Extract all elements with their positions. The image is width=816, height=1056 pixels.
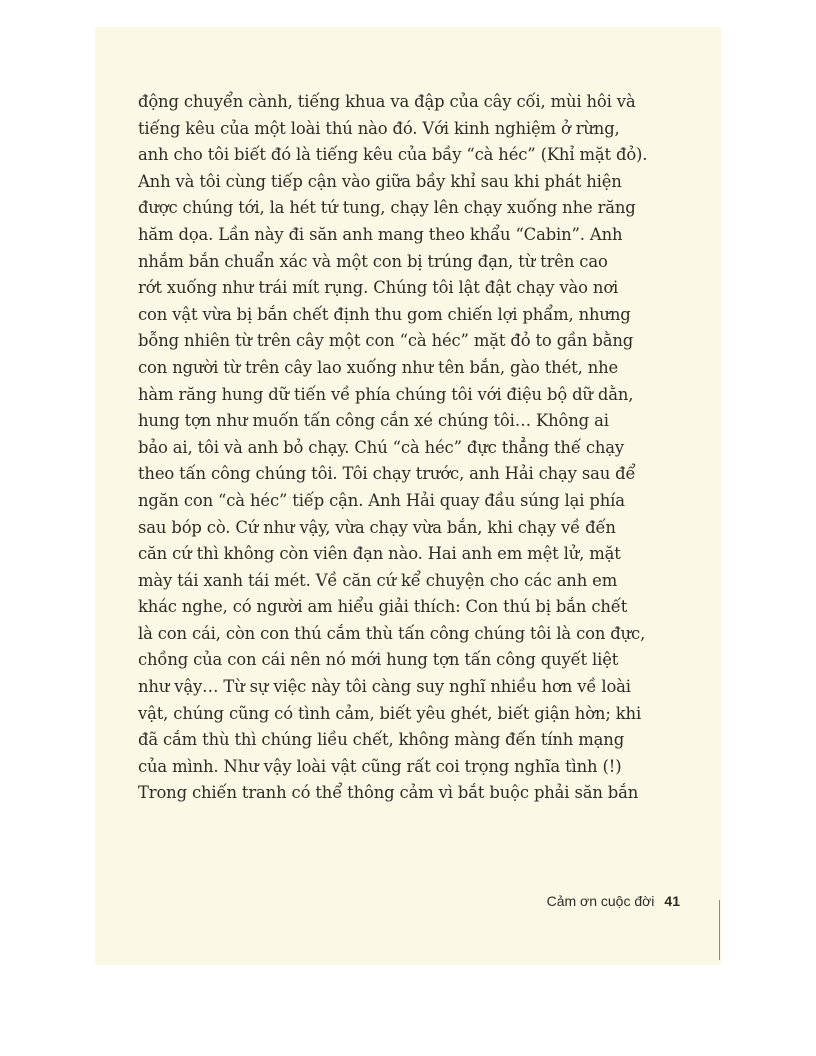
text-line: Anh và tôi cùng tiếp cận vào giữa bầy khỉ sau khi phát hiện bbox=[138, 171, 622, 191]
text-line: mày tái xanh tái mét. Về căn cứ kể chuyện cho các anh em bbox=[138, 570, 618, 590]
text-line: con vật vừa bị bắn chết định thu gom chiến lợi phẩm, nhưng bbox=[138, 304, 631, 324]
page-footer bbox=[520, 893, 680, 909]
text-line: đã cắm thù thì chúng liều chết, không màng đến tính mạng bbox=[138, 730, 625, 750]
text-line: bỗng nhiên từ trên cây một con “cà héc” mặt đỏ to gần bằng bbox=[138, 331, 634, 351]
text-line: chồng của con cái nên nó mới hung tợn tấn công quyết liệt bbox=[138, 650, 619, 670]
text-line: con người từ trên cây lao xuống như tên bắn, gào thét, nhe bbox=[138, 357, 619, 377]
text-line: được chúng tới, la hét tứ tung, chạy lên chạy xuống nhe răng bbox=[138, 198, 636, 218]
book-title: Cảm ơn cuộc đời bbox=[546, 893, 655, 909]
page-edge-divider bbox=[719, 900, 720, 960]
text-line: Trong chiến tranh có thể thông cảm vì bắt buộc phải săn bắn bbox=[138, 783, 639, 803]
text-line: như vậy… Từ sự việc này tôi càng suy nghĩ nhiều hơn về loài bbox=[138, 677, 631, 697]
page-number: 41 bbox=[664, 893, 680, 909]
text-line: ngăn con “cà héc” tiếp cận. Anh Hải quay đầu súng lại phía bbox=[138, 490, 625, 510]
text-line: nhắm bắn chuẩn xác và một con bị trúng đạn, từ trên cao bbox=[138, 251, 608, 271]
text-line: anh cho tôi biết đó là tiếng kêu của bầy “cà héc” (Khỉ mặt đỏ). bbox=[138, 145, 648, 165]
text-line: hung tợn như muốn tấn công cắn xé chúng tôi… Không ai bbox=[138, 411, 609, 431]
text-line: tiếng kêu của một loài thú nào đó. Với kinh nghiệm ở rừng, bbox=[138, 118, 620, 138]
text-line: căn cứ thì không còn viên đạn nào. Hai anh em mệt lử, mặt bbox=[138, 544, 621, 564]
text-line: động chuyển cành, tiếng khua va đập của cây cối, mùi hôi và bbox=[138, 92, 636, 111]
text-line: vật, chúng cũng có tình cảm, biết yêu ghét, biết giận hờn; khi bbox=[138, 703, 642, 723]
text-line: khác nghe, có người am hiểu giải thích: Con thú bị bắn chết bbox=[138, 597, 628, 617]
text-line: hàm răng hung dữ tiến về phía chúng tôi với điệu bộ dữ dằn, bbox=[138, 384, 634, 404]
body-text bbox=[138, 89, 684, 807]
text-line: của mình. Như vậy loài vật cũng rất coi trọng nghĩa tình (!) bbox=[138, 756, 622, 776]
text-line: bảo ai, tôi và anh bỏ chạy. Chú “cà héc” đực thẳng thế chạy bbox=[138, 437, 624, 457]
text-line: là con cái, còn con thú cắm thù tấn công chúng tôi là con đực, bbox=[138, 623, 646, 643]
text-line: sau bóp cò. Cứ như vậy, vừa chạy vừa bắn, khi chạy về đến bbox=[138, 517, 616, 537]
text-line: rớt xuống như trái mít rụng. Chúng tôi lật đật chạy vào nơi bbox=[138, 278, 619, 298]
text-line: theo tấn công chúng tôi. Tôi chạy trước, anh Hải chạy sau để bbox=[138, 464, 636, 484]
text-line: hăm dọa. Lần này đi săn anh mang theo khẩu “Cabin”. Anh bbox=[138, 224, 623, 244]
